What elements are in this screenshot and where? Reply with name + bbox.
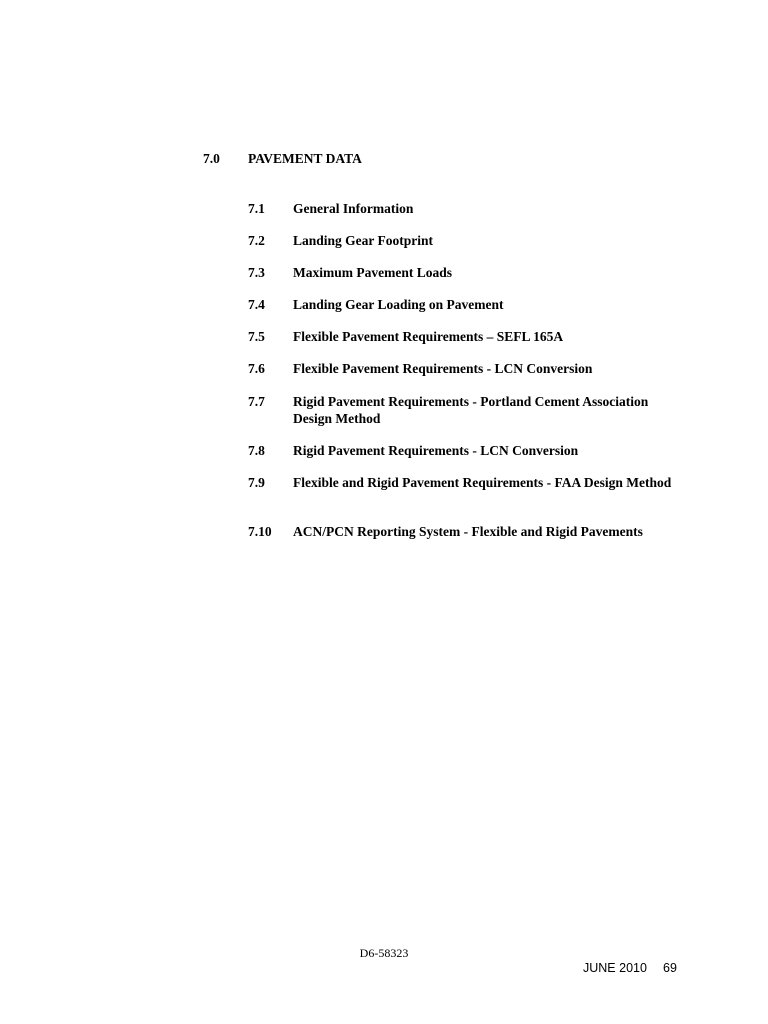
- toc-item-title: Landing Gear Footprint: [293, 233, 434, 248]
- footer-date: JUNE 2010: [583, 961, 647, 975]
- toc-item-title: Rigid Pavement Requirements - Portland Cement Association Design Method: [293, 394, 649, 426]
- toc-item-number: 7.1: [248, 201, 265, 216]
- section-heading: [203, 151, 362, 167]
- toc-item-title: ACN/PCN Reporting System - Flexible and Rigid Pavements: [293, 524, 643, 539]
- toc-item-title: Maximum Pavement Loads: [293, 265, 452, 280]
- section-number: 7.0: [203, 151, 220, 166]
- toc-item-number: 7.7: [248, 394, 265, 409]
- toc-item-number: 7.3: [248, 265, 265, 280]
- toc-item-title: Flexible Pavement Requirements – SEFL 165A: [293, 329, 564, 344]
- toc-item-title: Flexible Pavement Requirements - LCN Conversion: [293, 361, 593, 376]
- toc-item-number: 7.8: [248, 443, 265, 458]
- toc-item-number: 7.4: [248, 297, 265, 312]
- document-number: D6-58323: [359, 946, 409, 960]
- toc-item-title: Flexible and Rigid Pavement Requirements - FAA Design Method: [293, 475, 672, 490]
- toc-item-number: 7.10: [248, 524, 272, 539]
- toc-item-title: General Information: [293, 201, 414, 216]
- toc-item-number: 7.9: [248, 475, 265, 490]
- toc-item-number: 7.5: [248, 329, 265, 344]
- toc-item-title: Landing Gear Loading on Pavement: [293, 297, 504, 312]
- section-title: PAVEMENT DATA: [248, 151, 362, 166]
- page-number: 69: [663, 961, 677, 975]
- toc-item-number: 7.2: [248, 233, 265, 248]
- toc-item-title: Rigid Pavement Requirements - LCN Conversion: [293, 443, 579, 458]
- toc-item-number: 7.6: [248, 361, 265, 376]
